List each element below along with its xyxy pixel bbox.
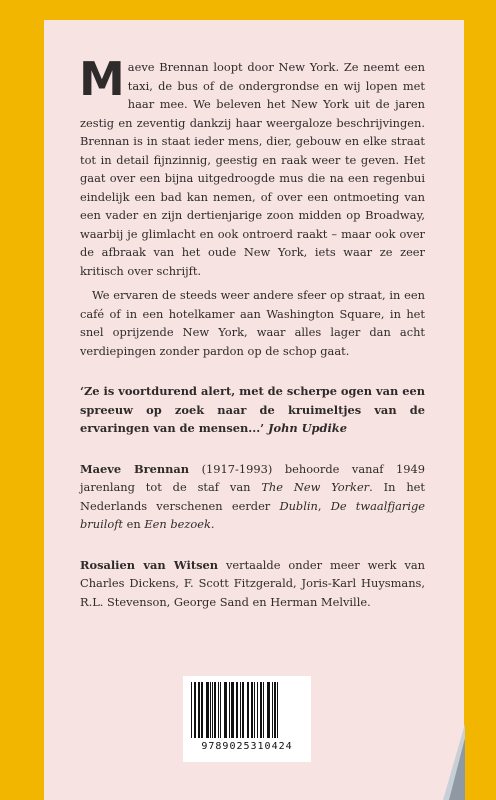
barcode-bar (247, 682, 249, 738)
translator-note (80, 556, 425, 612)
barcode-bar (231, 682, 234, 738)
barcode-bar (263, 682, 264, 738)
barcode-bar (198, 682, 200, 738)
bio-text-2: . In het Nederlands verschenen eerder (80, 480, 425, 513)
intro-paragraph-1 (79, 52, 425, 280)
publisher-logo (443, 718, 465, 800)
barcode-bar (201, 682, 203, 738)
barcode-bar (224, 682, 227, 738)
barcode-bars (189, 682, 305, 740)
bio-text-1: (1917-1993) behoorde vanaf 1949 jarenlang tot de staf van (80, 461, 425, 494)
translator-name: Rosalien van Witsen (80, 557, 219, 572)
barcode-bar (236, 682, 238, 738)
barcode-bar (251, 682, 253, 738)
barcode-bar (260, 682, 262, 738)
barcode-bar (267, 682, 270, 738)
barcode-bar (229, 682, 230, 738)
barcode-bar (272, 682, 273, 738)
barcode (183, 676, 311, 762)
bio-end: . (210, 517, 215, 531)
barcode-bar (257, 682, 258, 738)
barcode-bar (277, 682, 278, 738)
drop-cap: M (79, 52, 124, 106)
bio-magazine: The New Yorker (261, 480, 370, 494)
quote-author: John Updike (268, 421, 347, 435)
barcode-bar (191, 682, 192, 738)
isbn-number: 9789025310424 (201, 741, 293, 752)
barcode-bar (220, 682, 221, 738)
barcode-bar (274, 682, 276, 738)
quote-text: ‘Ze is voortdurend alert, met de scherpe ogen van een spreeuw op zoek naar de kruimeltjes van de ervaringen van de mensen...’ (80, 384, 425, 435)
barcode-bar (210, 682, 211, 738)
barcode-bar (240, 682, 241, 738)
bio-book-2: De twaalfjarige bruiloft (80, 498, 425, 531)
translator-text: vertaalde onder meer werk van Charles Dickens, F. Scott Fitzgerald, Joris-Karl Huysmans, R.L. Stevenson, George Sand en Herman Melville. (80, 557, 426, 609)
intro-paragraph-2: We ervaren de steeds weer andere sfeer op straat, in een café of in een hotelkamer aan Washington Square, in het snel oprijzende New York, waar alles lager dan acht verdiepingen zonder pardon op de schop gaat. (80, 288, 425, 358)
bio-sep: , (317, 498, 331, 513)
blurb-text (79, 52, 426, 611)
intro-paragraph-1-text: aeve Brennan loopt door New York. Ze neemt een taxi, de bus of de ondergrondse en wij lopen met haar mee. We beleven het New York uit de jaren zestig en zeventig dankzij haar weergaloze beschrijvingen. Brennan is in staat ieder mens, dier, gebouw en elke straat tot in detail fijnzinnig, geestig en raak weer te geven. Het gaat over een bijna uitgedroogde mus die na een regenbui eindelijk een bad kan nemen, of over een ontmoeting van een vader en zijn dertienjarige zoon midden op Broadway, waarbij je glimlacht en ook ontroerd raakt – maar ook over de afbraak van het oude New York, iets waar ze zeer kritisch over schrijft. (80, 60, 425, 278)
barcode-bar (212, 682, 213, 738)
barcode-bar (254, 682, 255, 738)
bio-book-1: Dublin (279, 498, 318, 513)
author-bio (80, 460, 425, 534)
bio-book-3: Een bezoek (144, 517, 211, 531)
barcode-bar (206, 682, 209, 738)
barcode-bar (218, 682, 219, 738)
barcode-bar (214, 682, 216, 738)
review-quote (80, 382, 425, 438)
bio-text-3: en (123, 517, 145, 531)
barcode-bar (242, 682, 244, 738)
barcode-bar (194, 682, 196, 738)
author-name: Maeve Brennan (80, 461, 190, 476)
